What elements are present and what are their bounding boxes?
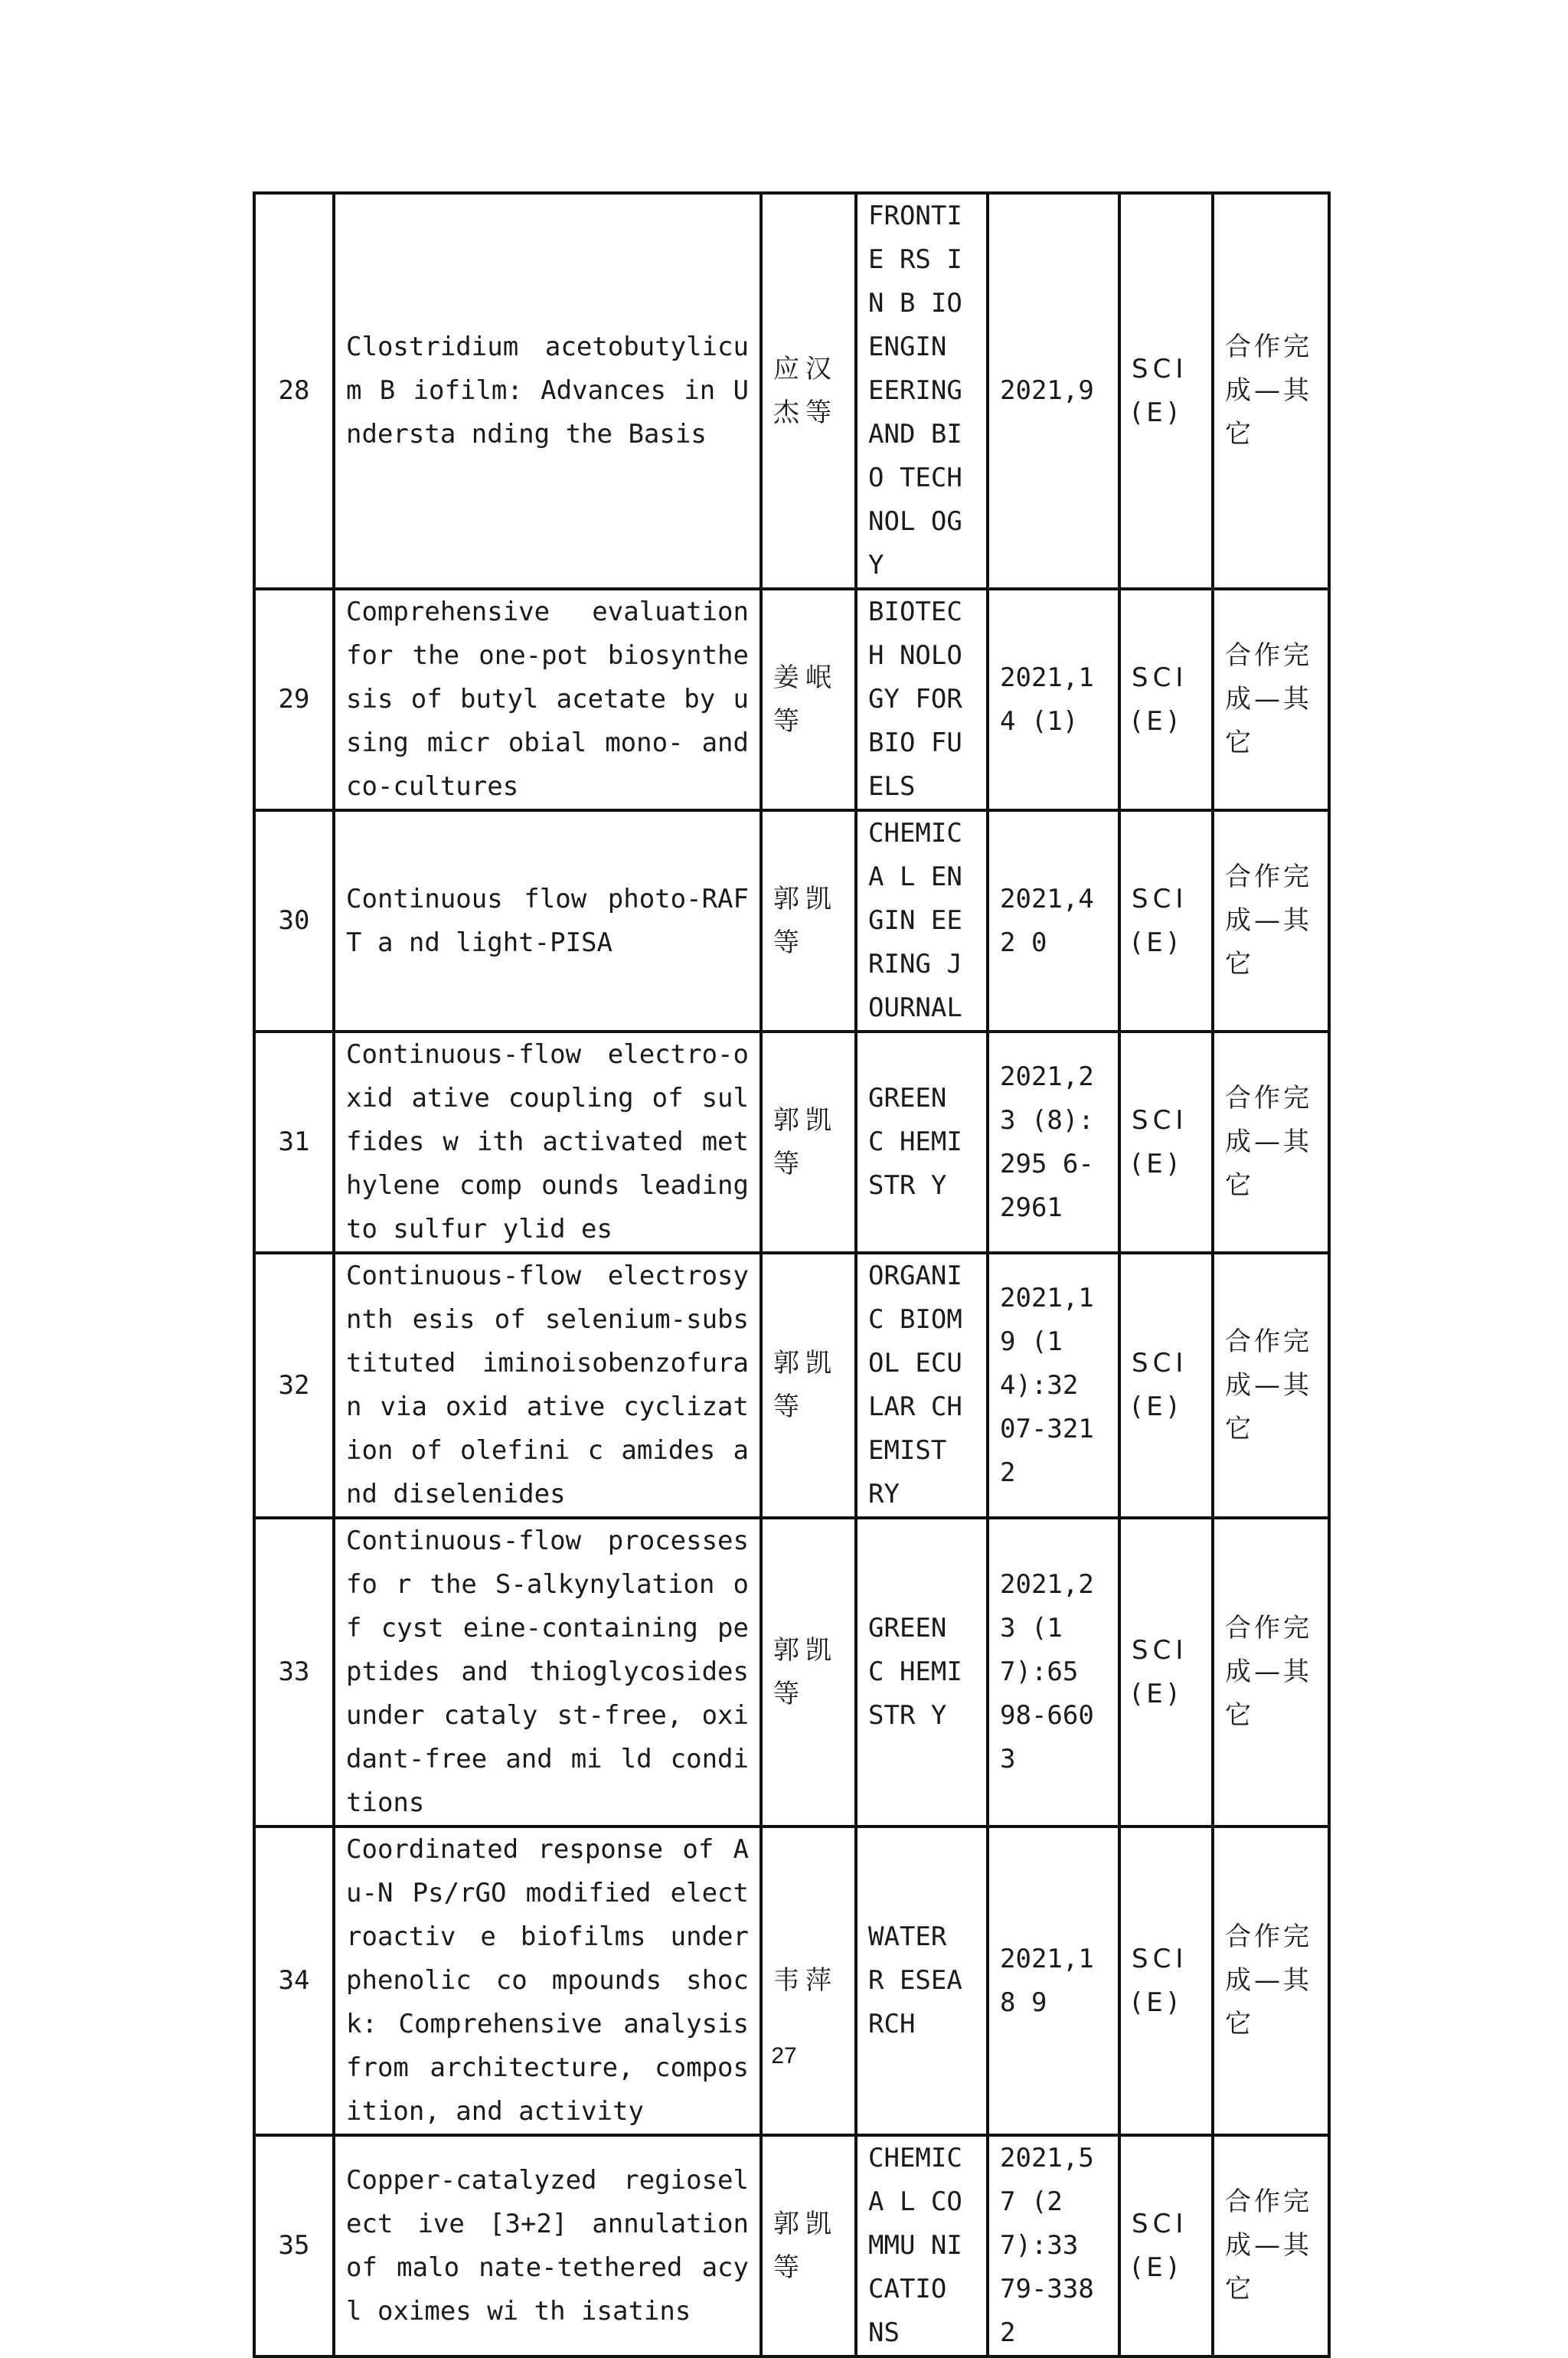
- row-number: 35: [254, 2135, 334, 2356]
- authors: 郭凯等: [761, 1253, 856, 1518]
- completion-status: 合作完成—其它: [1213, 1518, 1329, 1827]
- paper-title: Continuous-flow electro-oxid ative coupling of sulfides w ith activated methylene comp ounds leading to sulfur ylid es: [334, 1032, 761, 1253]
- row-number: 32: [254, 1253, 334, 1518]
- table-row: [254, 589, 1329, 810]
- paper-title: Continuous-flow electrosynth esis of selenium-substituted iminoisobenzofuran via oxid ative cyclization of olefini c amides and diselenides: [334, 1253, 761, 1518]
- row-number: 30: [254, 810, 334, 1032]
- table-row: [254, 810, 1329, 1032]
- table-row: [254, 1518, 1329, 1827]
- page-number: 27: [771, 2043, 797, 2069]
- index-type: SCI (E): [1119, 810, 1213, 1032]
- journal: BIOTECH NOLOGY FOR BIO FUELS: [856, 589, 988, 810]
- completion-status: 合作完成—其它: [1213, 589, 1329, 810]
- table-row: [254, 1032, 1329, 1253]
- completion-status: 合作完成—其它: [1213, 193, 1329, 589]
- volume-info: 2021,57 (27):33 79-3382: [988, 2135, 1119, 2356]
- completion-status: 合作完成—其它: [1213, 1253, 1329, 1518]
- table-row: [254, 193, 1329, 589]
- journal: WATER R ESEARCH: [856, 1827, 988, 2135]
- index-type: SCI (E): [1119, 193, 1213, 589]
- volume-info: 2021,19 (14):32 07-3212: [988, 1253, 1119, 1518]
- row-number: 34: [254, 1827, 334, 2135]
- completion-status: 合作完成—其它: [1213, 810, 1329, 1032]
- completion-status: 合作完成—其它: [1213, 2135, 1329, 2356]
- table-row: [254, 2135, 1329, 2356]
- authors: 姜岷等: [761, 589, 856, 810]
- row-number: 29: [254, 589, 334, 810]
- volume-info: 2021,23 (17):65 98-6603: [988, 1518, 1119, 1827]
- volume-info: 2021,14 (1): [988, 589, 1119, 810]
- authors: 应汉杰等: [761, 193, 856, 589]
- publication-table: [253, 191, 1331, 2358]
- authors: 郭凯等: [761, 810, 856, 1032]
- volume-info: 2021,23 (8):295 6-2961: [988, 1032, 1119, 1253]
- paper-title: Coordinated response of Au-N Ps/rGO modified electroactiv e biofilms under phenolic co mpounds shock: Comprehensive analysis from architecture, composition, and activity: [334, 1827, 761, 2135]
- paper-title: Continuous-flow processes fo r the S-alkynylation of cyst eine-containing peptides and thioglycosides under cataly st-free, oxidant-free and mi ld conditions: [334, 1518, 761, 1827]
- index-type: SCI (E): [1119, 2135, 1213, 2356]
- row-number: 33: [254, 1518, 334, 1827]
- volume-info: 2021,18 9: [988, 1827, 1119, 2135]
- journal: CHEMICA L ENGIN EERING JOURNAL: [856, 810, 988, 1032]
- row-number: 28: [254, 193, 334, 589]
- volume-info: 2021,9: [988, 193, 1119, 589]
- paper-title: Comprehensive evaluation for the one-pot biosynthesis of butyl acetate by using micr obial mono- and co-cultures: [334, 589, 761, 810]
- index-type: SCI (E): [1119, 1253, 1213, 1518]
- volume-info: 2021,42 0: [988, 810, 1119, 1032]
- paper-title: Clostridium acetobutylicum B iofilm: Advances in Understa nding the Basis: [334, 193, 761, 589]
- index-type: SCI (E): [1119, 1518, 1213, 1827]
- journal: ORGANIC BIOMOL ECULAR CHEMIST RY: [856, 1253, 988, 1518]
- index-type: SCI (E): [1119, 589, 1213, 810]
- journal: GREEN C HEMISTR Y: [856, 1032, 988, 1253]
- authors: 郭凯等: [761, 2135, 856, 2356]
- row-number: 31: [254, 1032, 334, 1253]
- authors: 郭凯等: [761, 1032, 856, 1253]
- completion-status: 合作完成—其它: [1213, 1827, 1329, 2135]
- index-type: SCI (E): [1119, 1827, 1213, 2135]
- paper-title: Copper-catalyzed regioselect ive [3+2] annulation of malo nate-tethered acyl oximes wi th isatins: [334, 2135, 761, 2356]
- paper-title: Continuous flow photo-RAFT a nd light-PISA: [334, 810, 761, 1032]
- completion-status: 合作完成—其它: [1213, 1032, 1329, 1253]
- table-row: [254, 1253, 1329, 1518]
- journal: GREEN C HEMISTR Y: [856, 1518, 988, 1827]
- table-row: [254, 1827, 1329, 2135]
- authors: 韦萍: [761, 1827, 856, 2135]
- journal: CHEMICA L COMMU NICATIO NS: [856, 2135, 988, 2356]
- authors: 郭凯等: [761, 1518, 856, 1827]
- journal: FRONTIE RS IN B IOENGIN EERING AND BIO TECHNOL OGY: [856, 193, 988, 589]
- index-type: SCI (E): [1119, 1032, 1213, 1253]
